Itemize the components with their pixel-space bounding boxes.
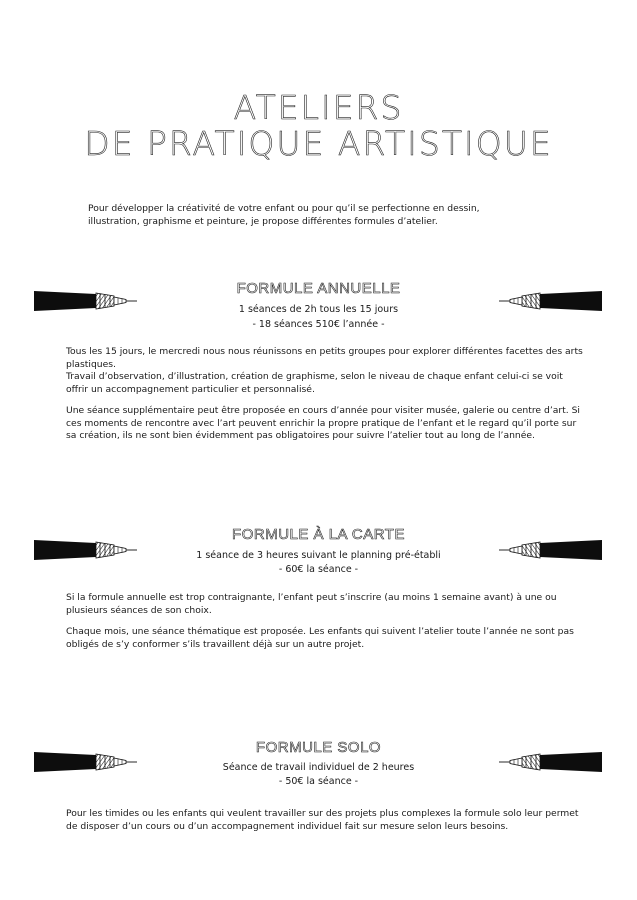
- paragraph: Si la formule annuelle est trop contraignante, l’enfant peut s’inscrire (au moins 1 semaine avant) à une ou plusieurs séances de son choix.: [66, 592, 557, 616]
- page-title-line-2: DE PRATIQUE ARTISTIQUE: [84, 124, 553, 163]
- section-title-solo: FORMULE SOLO: [255, 739, 382, 756]
- section-solo-price: - 50€ la séance -: [278, 776, 359, 787]
- paragraph: Une séance supplémentaire peut être proposée en cours d’année pour visiter musée, galerie ou centre d’art. Si ces moments de rencontre avec l’art peuvent enrichir la propre pratique de l’enfant et le regard qu’il porte sur sa création, ils ne sont bien évidemment pas obligatoires pour suivre l’atelier tout au long de l’année.: [66, 405, 580, 441]
- paragraph: Pour les timides ou les enfants qui veulent travailler sur des projets plus complexes la formule solo leur permet de disposer d’un cours ou d’un accompagnement individuel fait sur mesure selon leurs besoins.: [66, 808, 579, 832]
- section-carte-body: [66, 592, 586, 651]
- intro-paragraph: Pour développer la créativité de votre enfant ou pour qu’il se perfectionne en dessin, illustration, graphisme et peinture, je propose différentes formules d’atelier.: [88, 203, 480, 227]
- section-carte-frequency: 1 séance de 3 heures suivant le planning pré-établi: [196, 550, 441, 561]
- paragraph: Travail d’observation, d’illustration, création de graphisme, selon le niveau de chaque enfant celui-ci se voit offrir un accompagnement particulier et personnalisé.: [66, 371, 563, 395]
- page-title-line-1: ATELIERS: [233, 88, 404, 127]
- section-title-carte: FORMULE À LA CARTE: [232, 526, 405, 543]
- section-annuelle-body: [66, 346, 586, 443]
- section-annuelle-frequency: 1 séances de 2h tous les 15 jours: [238, 304, 399, 315]
- paragraph: Tous les 15 jours, le mercredi nous nous réunissons en petits groupes pour explorer différentes facettes des arts plastiques.: [66, 346, 583, 370]
- section-annuelle-price: - 18 séances 510€ l’année -: [252, 319, 385, 330]
- section-solo-frequency: Séance de travail individuel de 2 heures: [222, 762, 415, 773]
- section-solo-body: [66, 808, 586, 833]
- paragraph: Chaque mois, une séance thématique est proposée. Les enfants qui suivent l’atelier toute l’année ne sont pas obligés de s’y conformer s’ils travaillent déjà sur un autre projet.: [66, 626, 574, 650]
- section-title-annuelle: FORMULE ANNUELLE: [236, 280, 401, 297]
- section-carte-price: - 60€ la séance -: [278, 564, 359, 575]
